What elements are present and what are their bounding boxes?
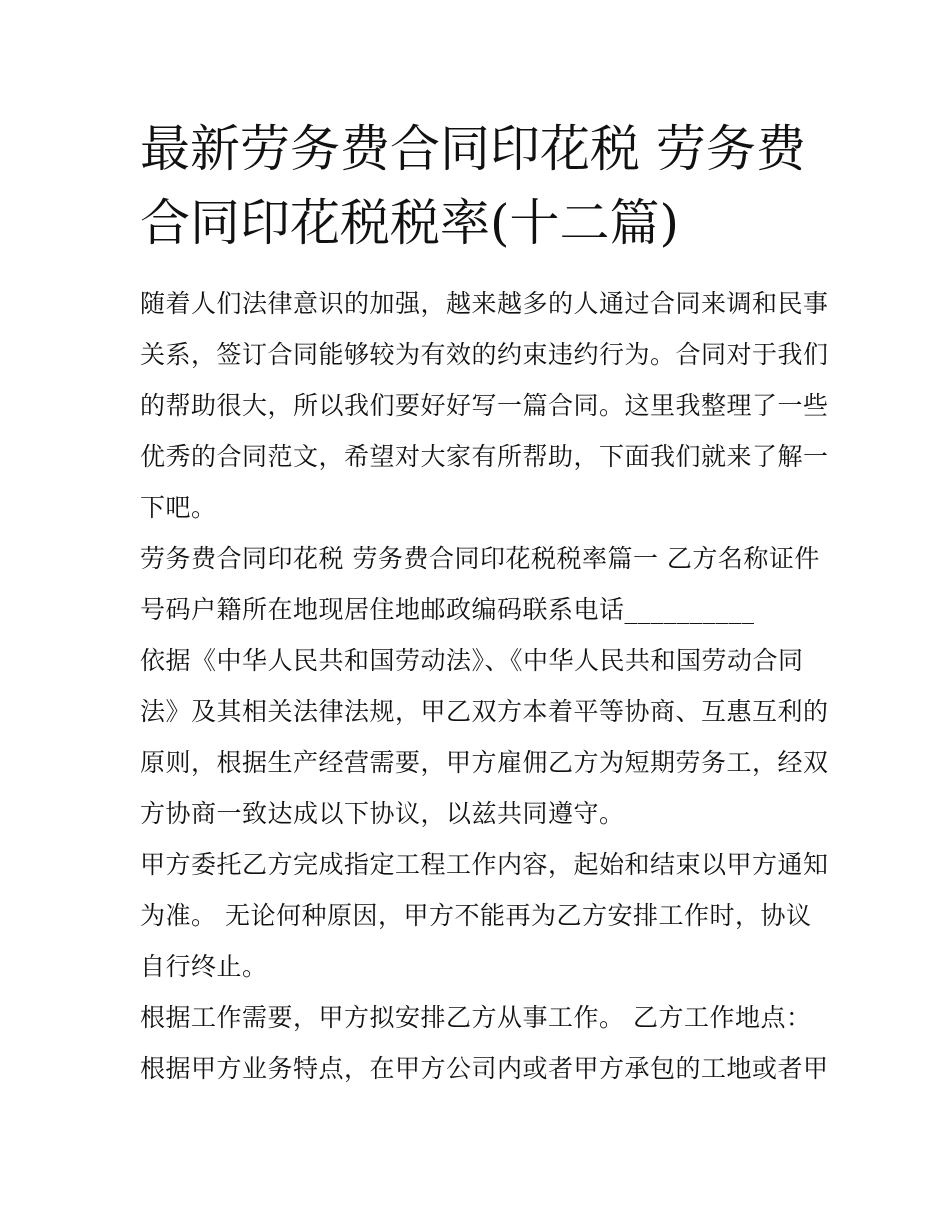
text-line: 原则，根据生产经营需要，甲方雇佣乙方为短期劳务工，经双: [140, 748, 829, 777]
text-line: 甲方委托乙方完成指定工程工作内容，起始和结束以甲方通知: [140, 850, 829, 879]
document-body: [140, 278, 829, 1094]
intro-paragraph: [140, 278, 829, 533]
title-line: 最新劳务费合同印花税 劳务费: [140, 120, 806, 178]
text-line: 为准。 无论何种原因，甲方不能再为乙方安排工作时，协议: [140, 901, 812, 930]
text-line: 法》及其相关法律法规，甲乙双方本着平等协商、互惠互利的: [140, 697, 829, 726]
text-line: 随着人们法律意识的加强，越来越多的人通过合同来调和民事: [140, 289, 829, 318]
text-line: 的帮助很大，所以我们要好好写一篇合同。这里我整理了一些: [140, 391, 829, 420]
contract-party-paragraph: [140, 533, 820, 635]
document-title: [140, 112, 812, 260]
text-line: 下吧。: [140, 493, 217, 522]
text-line: 根据工作需要，甲方拟安排乙方从事工作。 乙方工作地点：: [140, 1003, 812, 1032]
text-line: 根据甲方业务特点，在甲方公司内或者甲方承包的工地或者甲: [140, 1054, 829, 1083]
text-line: 依据《中华人民共和国劳动法》、《中华人民共和国劳动合同: [140, 646, 804, 675]
work-location-paragraph: [140, 992, 829, 1094]
work-content-paragraph: [140, 839, 829, 992]
title-line: 合同印花税税率(十二篇): [140, 194, 680, 252]
document-page: [140, 112, 829, 1094]
text-line: 方协商一致达成以下协议，以兹共同遵守。: [140, 799, 625, 828]
legal-basis-paragraph: [140, 635, 829, 839]
text-line: 关系，签订合同能够较为有效的约束违约行为。合同对于我们: [140, 340, 829, 369]
text-line: 劳务费合同印花税 劳务费合同印花税税率篇一 乙方名称证件: [140, 544, 820, 573]
text-line: 自行终止。: [140, 952, 268, 981]
text-line: 号码户籍所在地现居住地邮政编码联系电话__________: [140, 595, 755, 624]
text-line: 优秀的合同范文，希望对大家有所帮助，下面我们就来了解一: [140, 442, 829, 471]
